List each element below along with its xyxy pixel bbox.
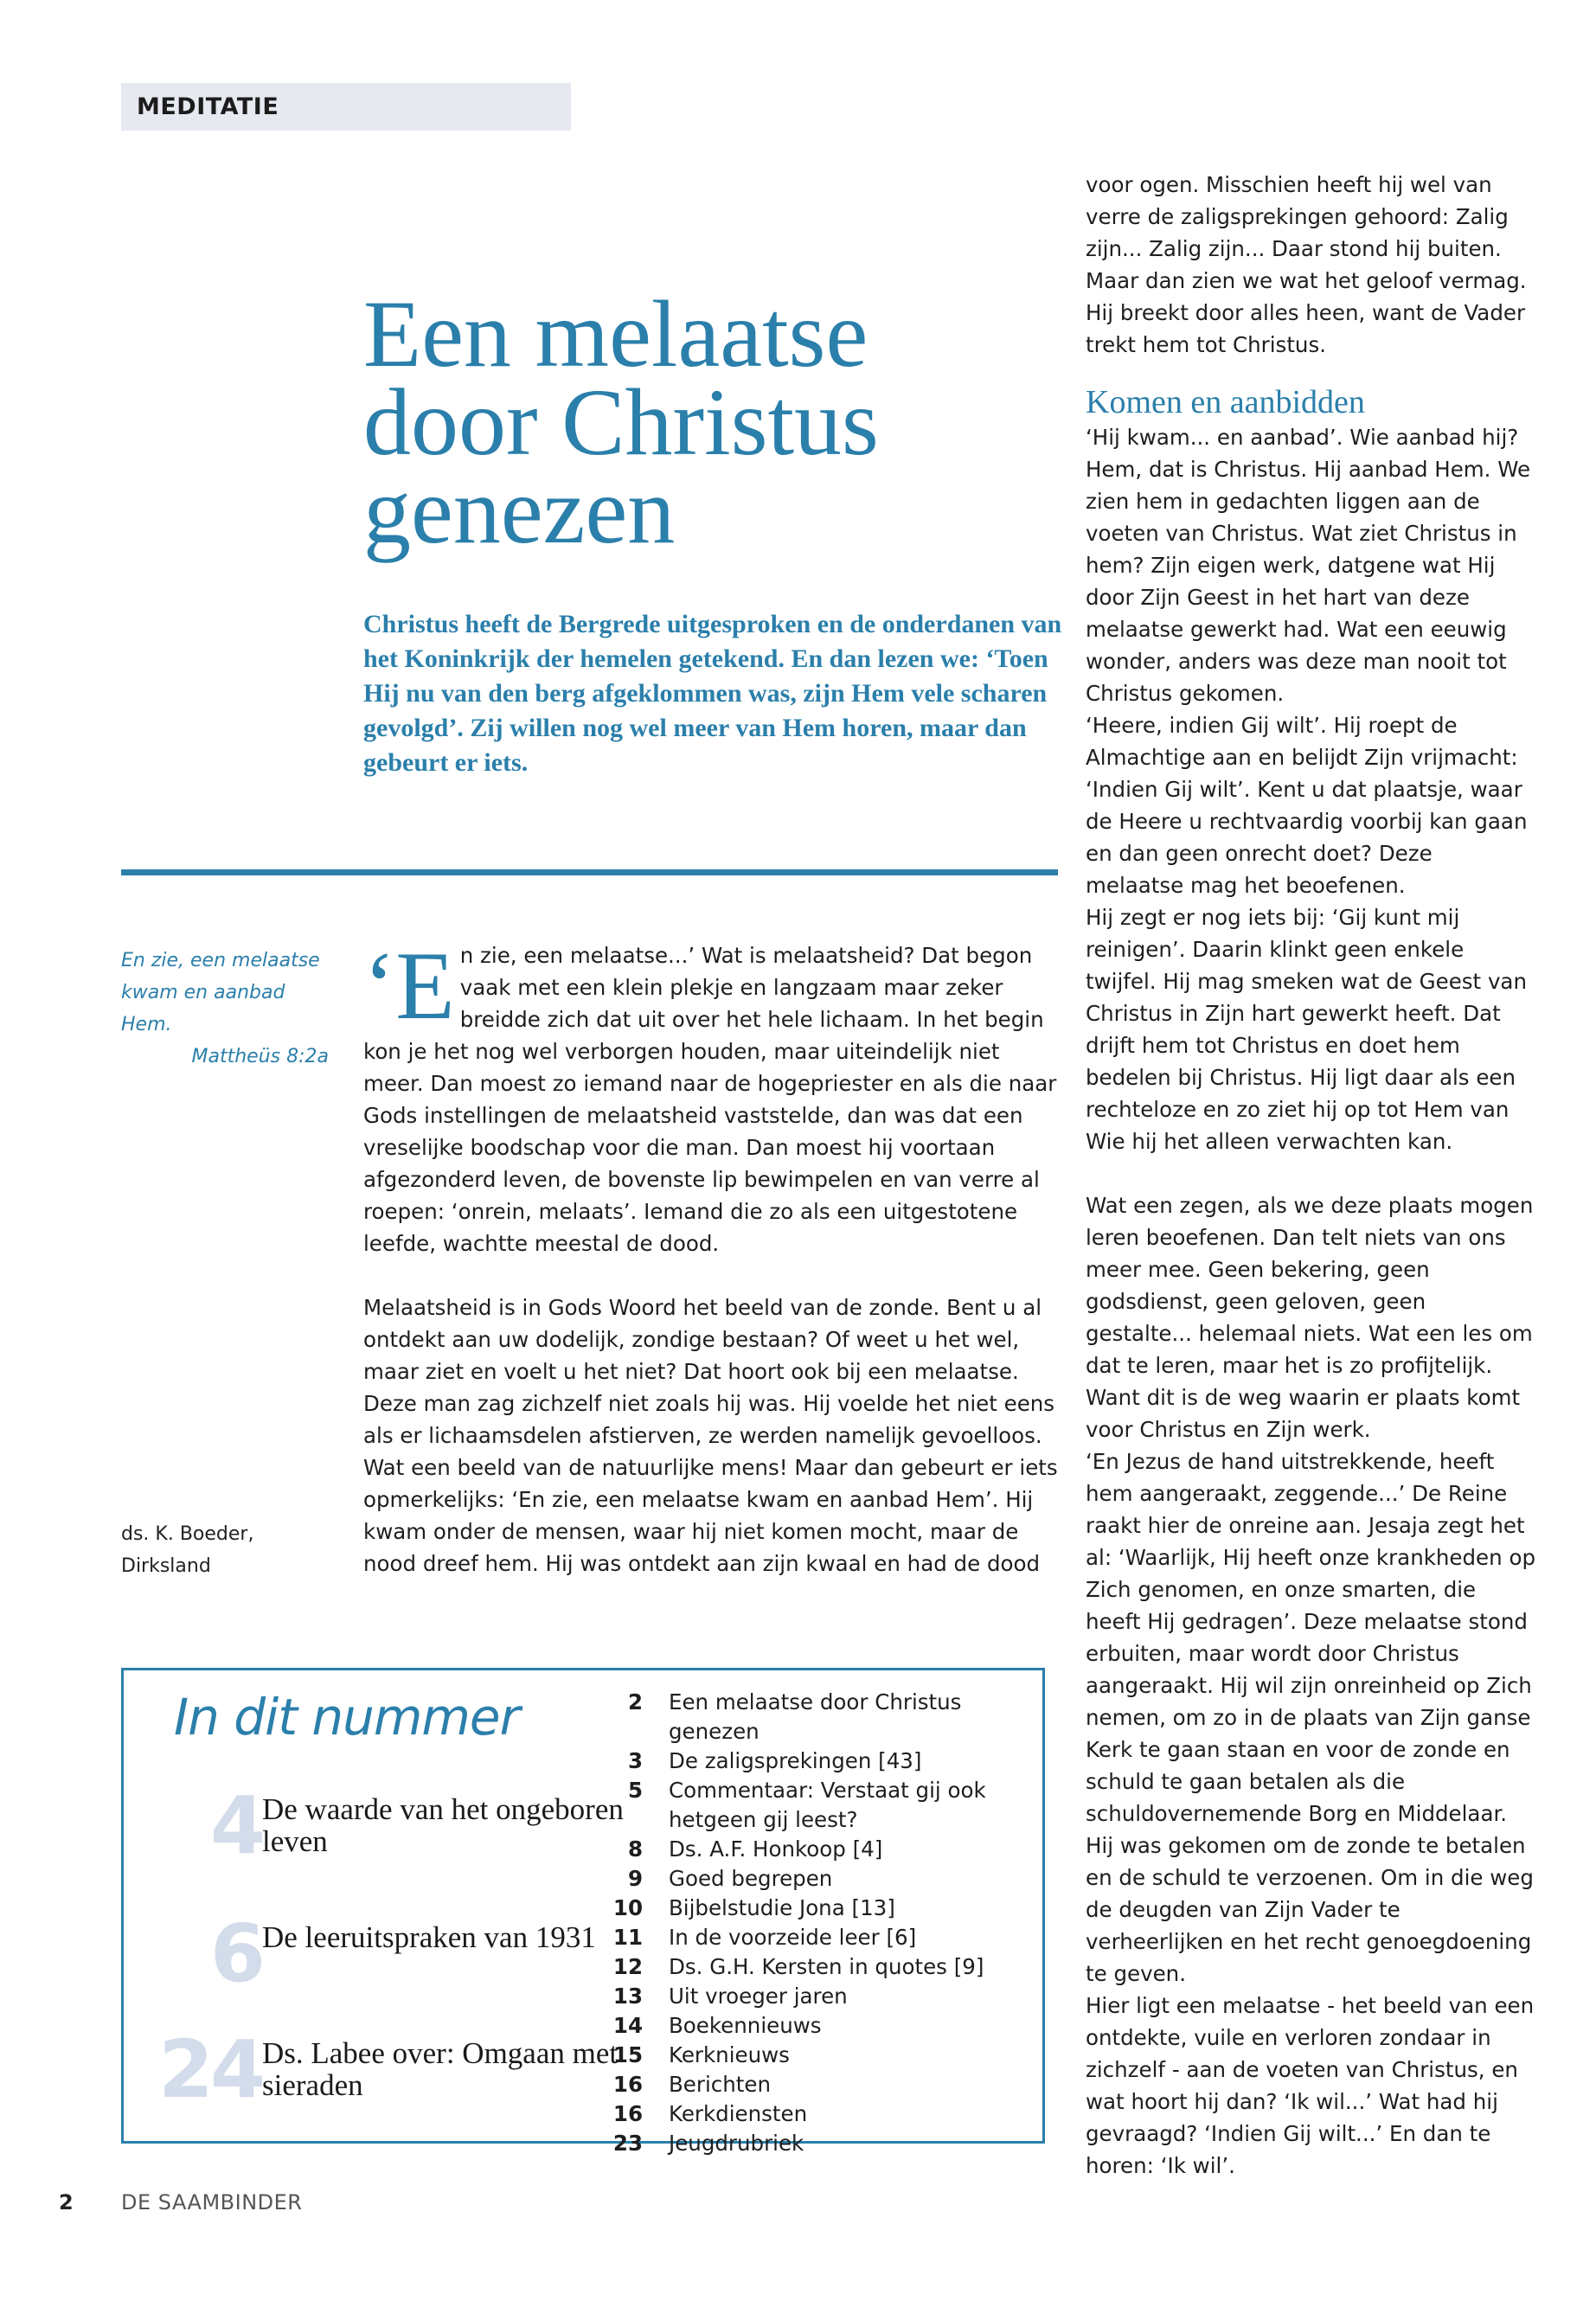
- contents-item[interactable]: [591, 1776, 1041, 1835]
- featured-page-number: 6: [209, 1907, 262, 2000]
- contents-page: 3: [627, 1748, 643, 1773]
- contents-item[interactable]: [591, 1747, 1041, 1776]
- paragraph: ‘En Jezus de hand uitstrekkende, heeft hem aangeraakt, zeggende...’ De Reine raakt hier de onreine aan. Jesaja zegt het al: ‘Waarlijk, Hij heeft onze krankheden op Zich genomen, en onze smarten, die heeft Hij gedragen’. Deze melaatse stond erbuiten, maar wordt door Christus aangeraakt. Hij wil zijn onreinheid op Zich nemen, om zo in de plaats van Zijn ganse Kerk te gaan staan en voor de zonde en schuld te gaan betalen als die schuldovernemende Borg en Middelaar. Hij was gekomen om de zonde te betalen en de schuld te verzoenen. Om in die weg de deugden van Zijn Vader te verheerlijken en het recht genoegdoening te geven.: [1086, 1449, 1535, 1986]
- section-label-bar: [121, 83, 571, 131]
- side-quote: [121, 945, 337, 1073]
- paragraph: [363, 933, 1060, 1259]
- side-quote-text: En zie, een melaatse kwam en aanbad Hem.: [121, 950, 320, 1035]
- contents-item[interactable]: [591, 2070, 1041, 2099]
- contents-page: 9: [627, 1866, 643, 1891]
- contents-item[interactable]: [591, 2129, 1041, 2158]
- title-line: genezen: [363, 458, 676, 563]
- featured-title: De leeruitspraken van 1931: [262, 1920, 596, 1954]
- contents-box: [121, 1668, 1045, 2156]
- contents-title: In de voorzeide leer [6]: [669, 1925, 917, 1950]
- contents-title: Uit vroeger jaren: [669, 1984, 848, 2009]
- paragraph: Hij zegt er nog iets bij: ‘Gij kunt mij reinigen’. Daarin klinkt geen enkele twijfel. Hij mag smeken wat de Geest van Christus in Zijn hart gewerkt heeft. Dat drijft hem tot Christus en doet hem bedelen bij Christus. Hij ligt daar als een rechteloze en zo ziet hij op tot Hem van Wie hij het alleen verwachten kan.: [1086, 905, 1527, 1154]
- paragraph: ‘Heere, indien Gij wilt’. Hij roept de Almachtige aan en belijdt Zijn vrijmacht: ‘Indien Gij wilt’. Kent u dat plaatsje, waar de Heere u rechtvaardig voorbij kan gaan en dan geen onrecht doet? Deze melaatse mag het beoefenen.: [1086, 713, 1528, 898]
- article-lead: Christus heeft de Bergrede uitgesproken en de onderdanen van het Koninkrijk der hemelen getekend. En dan lezen we: ‘Toen Hij nu van den berg afgeklommen was, zijn Hem vele scharen gevolgd’. Zij willen nog wel meer van Hem horen, maar dan gebeurt er iets.: [363, 610, 1062, 777]
- contents-item[interactable]: [591, 1952, 1041, 1982]
- contents-title: Kerknieuws: [669, 2042, 790, 2067]
- contents-list: [591, 1688, 1041, 2158]
- paragraph-text: n zie, een melaatse...’ Wat is melaatsheid? Dat begon vaak met een klein plekje en langzaam maar zeker breidde zich dat uit over het hele lichaam. In het begin kon je het nog wel verborgen houden, maar uiteindelijk niet meer. Dan moest zo iemand naar de hogepriester en als die naar Gods instellingen de melaatsheid vaststelde, dan was dat een vreselijke boodschap voor die man. Dan moest hij voortaan afgezonderd leven, de bovenste lip bewimpelen en van verre al roepen: ‘onrein, melaats’. Iemand die zo als een uitgestotene leefde, wachtte meestal de dood.: [363, 943, 1057, 1256]
- contents-item[interactable]: [591, 1835, 1041, 1864]
- contents-item[interactable]: [591, 2099, 1041, 2129]
- title-line: door Christus: [363, 369, 879, 475]
- contents-title: Boekennieuws: [669, 2013, 822, 2038]
- contents-page: 23: [612, 2131, 643, 2156]
- contents-item[interactable]: [591, 2041, 1041, 2070]
- featured-title: Ds. Labee over: Omgaan met sieraden: [262, 2036, 619, 2102]
- contents-item[interactable]: [591, 1864, 1041, 1894]
- contents-page: 12: [612, 1954, 643, 1979]
- contents-item[interactable]: [591, 1923, 1041, 1952]
- author-name: ds. K. Boeder,: [121, 1523, 254, 1545]
- contents-page: 8: [627, 1836, 643, 1862]
- contents-title: Ds. G.H. Kersten in quotes [9]: [669, 1954, 984, 1979]
- featured-title: De waarde van het ongeboren leven: [262, 1792, 624, 1858]
- author-place: Dirksland: [121, 1555, 211, 1577]
- magazine-name: DE SAAMBINDER: [121, 2190, 303, 2214]
- side-quote-reference: Mattheüs 8:2a: [191, 1046, 329, 1067]
- contents-title: Bijbelstudie Jona [13]: [669, 1895, 895, 1920]
- contents-page: 15: [612, 2042, 643, 2067]
- contents-page: 16: [612, 2072, 643, 2097]
- section-label: MEDITATIE: [137, 93, 279, 120]
- title-line: Een melaatse: [363, 281, 869, 387]
- featured-page-number: 4: [209, 1779, 262, 1872]
- contents-page: 11: [612, 1925, 643, 1950]
- contents-page: 5: [627, 1778, 643, 1803]
- contents-title: De zaligsprekingen [43]: [669, 1748, 922, 1773]
- contents-page: 16: [612, 2101, 643, 2126]
- contents-item[interactable]: [591, 2011, 1041, 2041]
- contents-heading: In dit nummer: [174, 1688, 520, 1747]
- contents-title: Jeugdrubriek: [669, 2131, 804, 2156]
- drop-cap: ‘E: [363, 933, 455, 1040]
- contents-title: Kerkdiensten: [669, 2101, 808, 2126]
- contents-item[interactable]: [591, 1982, 1041, 2011]
- article-column-middle: [363, 933, 1060, 1580]
- contents-page: 13: [612, 1984, 643, 2009]
- contents-page: 14: [612, 2013, 643, 2038]
- divider-rule: [121, 869, 1058, 875]
- contents-item[interactable]: [591, 1894, 1041, 1923]
- page-number: 2: [59, 2190, 74, 2214]
- subheading: Komen en aanbidden: [1086, 384, 1365, 420]
- contents-title: Commentaar: Verstaat gij ook hetgeen gij leest?: [669, 1778, 986, 1832]
- contents-title: Ds. A.F. Honkoop [4]: [669, 1836, 883, 1862]
- contents-title: Goed begrepen: [669, 1866, 833, 1891]
- paragraph: ‘Hij kwam... en aanbad’. Wie aanbad hij? Hem, dat is Christus. Hij aanbad Hem. We zien hem in gedachten liggen aan de voeten van Christus. Wat ziet Christus in hem? Zijn eigen werk, datgene wat Hij door Zijn Geest in het hart van deze melaatse gewerkt had. Wat een eeuwig wonder, anders was deze man nooit tot Christus gekomen.: [1086, 425, 1531, 706]
- paragraph: Hier ligt een melaatse - het beeld van een ontdekte, vuile en verloren zondaar in zichzelf - aan de voeten van Christus, en wat hoort hij dan? ‘Ik wil...’ Wat had hij gevraagd? ‘Indien Gij wilt...’ En dan te horen: ‘Ik wil’.: [1086, 1993, 1535, 2178]
- contents-title: Berichten: [669, 2072, 771, 2097]
- paragraph: Melaatsheid is in Gods Woord het beeld van de zonde. Bent u al ontdekt aan uw dodelijk, zondige bestaan? Of weet u het wel, maar ziet en voelt u het niet? Dat hoort ook bij een melaatse. Deze man zag zichzelf niet zoals hij was. Hij voelde het niet eens als er lichaamsdelen afstierven, ze werden namelijk gevoelloos. Wat een beeld van de natuurlijke mens! Maar dan gebeurt er iets opmerkelijks: ‘En zie, een melaatse kwam en aanbad Hem’. Hij kwam onder de mensen, waar hij niet komen mocht, maar de nood dreef hem. Hij was ontdekt aan zijn kwaal en had de dood: [363, 1295, 1058, 1576]
- featured-article[interactable]: [132, 1779, 651, 1895]
- article-title: [363, 281, 1055, 563]
- contents-page: 2: [627, 1689, 643, 1715]
- paragraph: Wat een zegen, als we deze plaats mogen leren beoefenen. Dan telt niets van ons meer mee. Geen bekering, geen godsdienst, geen geloven, geen gestalte... helemaal niets. Wat een les om dat te leren, maar het is zo profijtelijk. Want dit is de weg waarin er plaats komt voor Christus en Zijn werk.: [1086, 1193, 1534, 1442]
- contents-item[interactable]: [591, 1688, 1041, 1747]
- article-column-right: [1086, 169, 1535, 2182]
- featured-page-number: 24: [157, 2023, 262, 2116]
- contents-page: 10: [612, 1895, 643, 1920]
- contents-title: Een melaatse door Christus genezen: [669, 1689, 962, 1744]
- paragraph: voor ogen. Misschien heeft hij wel van verre de zaligsprekingen gehoord: Zalig zijn... Zalig zijn... Daar stond hij buiten. Maar dan zien we wat het geloof vermag. Hij breekt door alles heen, want de Vader trekt hem tot Christus.: [1086, 172, 1527, 357]
- author-byline: [121, 1518, 337, 1582]
